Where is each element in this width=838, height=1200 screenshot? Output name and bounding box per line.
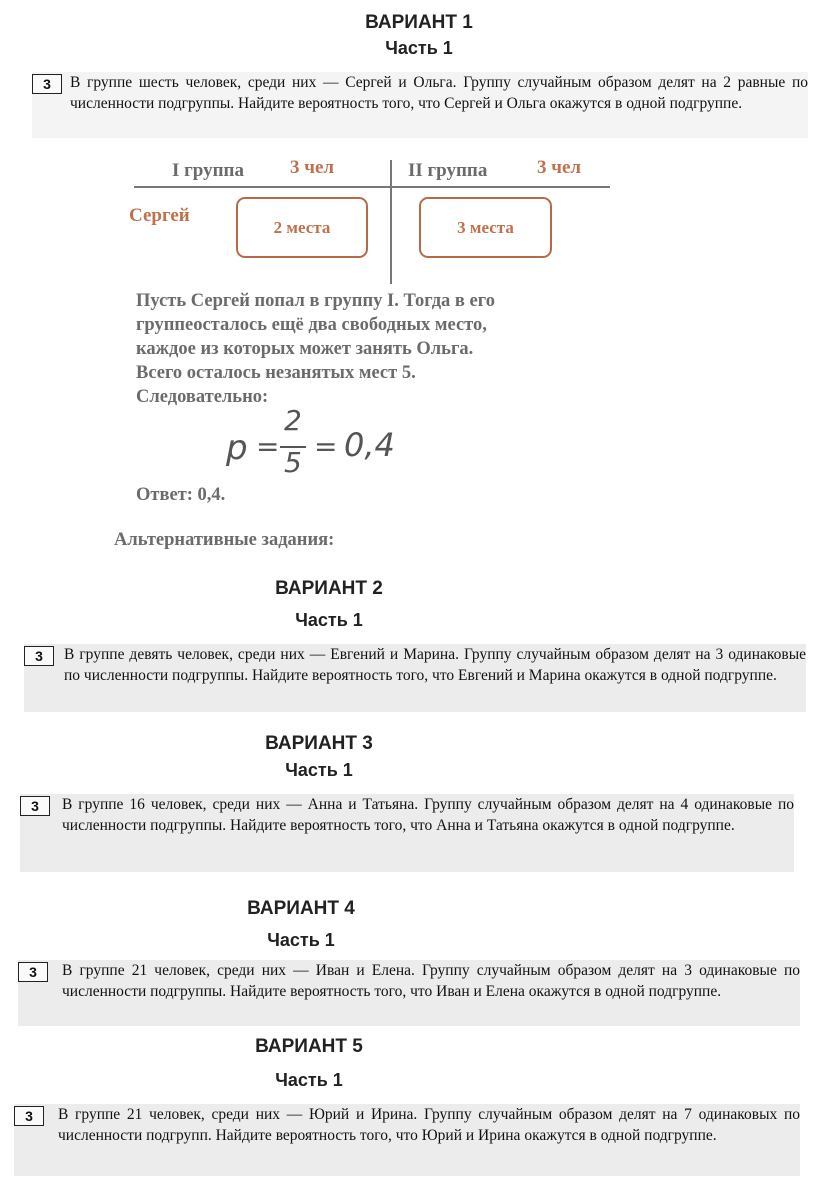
table-horizontal-line bbox=[134, 186, 610, 188]
variant-2-task bbox=[24, 644, 806, 712]
variant-5-part: Часть 1 bbox=[275, 1070, 343, 1090]
variant-3-task bbox=[20, 794, 794, 872]
task-text: В группе 21 человек, среди них — Иван и Елена. Группу случайным образом делят на 3 одинаковые по численности подгруппы. Найдите вероятность того, что Иван и Елена окажутся в одной подгруппе. bbox=[62, 962, 800, 1000]
formula-equals: = bbox=[256, 430, 280, 463]
solution-line: Следовательно: bbox=[136, 387, 269, 407]
variant-5-title: ВАРИАНТ 5 bbox=[255, 1036, 363, 1057]
table-vertical-line bbox=[390, 160, 392, 284]
person-sergey: Сергей bbox=[129, 205, 190, 226]
solution-line: Всего осталось незанятых мест 5. bbox=[136, 363, 416, 383]
formula-equals-2: = bbox=[314, 430, 338, 463]
task-text: В группе девять человек, среди них — Евгений и Марина. Группу случайным образом делят на 3 одинаковые по численности подгруппы. Найдите вероятность того, что Евгений и Марина окажутся в одной подгруппе. bbox=[64, 646, 806, 684]
solution-line: группеосталось ещё два свободных место, bbox=[136, 315, 487, 335]
task-number-box: 3 bbox=[32, 74, 62, 94]
group-1-label: I группа bbox=[172, 160, 244, 181]
variant-2-part: Часть 1 bbox=[295, 610, 363, 630]
task-number-box: 3 bbox=[20, 796, 50, 816]
variant-5-task bbox=[14, 1104, 800, 1176]
solution-text bbox=[136, 289, 656, 409]
solution-line: каждое из которых может занять Ольга. bbox=[136, 339, 474, 359]
variant-1-part: Часть 1 bbox=[385, 38, 453, 58]
formula-numerator: 2 bbox=[284, 404, 302, 437]
variant-4-task bbox=[18, 960, 800, 1026]
task-number-box: 3 bbox=[18, 962, 48, 982]
group-2-count: 3 чел bbox=[537, 157, 582, 178]
variant-3-part: Часть 1 bbox=[285, 760, 353, 780]
formula-denominator: 5 bbox=[284, 446, 302, 479]
group-2-label: II группа bbox=[408, 160, 488, 181]
variant-4-part: Часть 1 bbox=[267, 930, 335, 950]
task-number-box: 3 bbox=[14, 1106, 44, 1126]
variant-4-title: ВАРИАНТ 4 bbox=[247, 898, 355, 919]
task-number-box: 3 bbox=[24, 646, 54, 666]
formula-result: 0,4 bbox=[344, 426, 395, 464]
formula-p: p bbox=[226, 428, 248, 468]
solution-line: Пусть Сергей попал в группу I. Тогда в его bbox=[136, 291, 495, 311]
task-text: В группе шесть человек, среди них — Сергей и Ольга. Группу случайным образом делят на 2 равные по численности подгруппы. Найдите вероятность того, что Сергей и Ольга окажутся в одной подгруппе. bbox=[70, 74, 808, 112]
variant-3-title: ВАРИАНТ 3 bbox=[265, 733, 373, 754]
answer: Ответ: 0,4. bbox=[136, 485, 226, 505]
variant-1-task bbox=[32, 72, 808, 138]
task-text: В группе 21 человек, среди них — Юрий и Ирина. Группу случайным образом делят на 7 одинаковых по численности подгрупп. Найдите вероятность того, что Юрий и Ирина окажутся в одной подгруппе. bbox=[58, 1106, 800, 1144]
group-1-count: 3 чел bbox=[290, 157, 335, 178]
variant-1-title: ВАРИАНТ 1 bbox=[365, 12, 473, 33]
alternatives-title: Альтернативные задания: bbox=[114, 530, 335, 550]
variant-2-title: ВАРИАНТ 2 bbox=[275, 578, 383, 599]
group-1-seats-box: 2 места bbox=[236, 197, 368, 258]
task-text: В группе 16 человек, среди них — Анна и Татьяна. Группу случайным образом делят на 4 одинаковые по численности подгруппы. Найдите вероятность того, что Анна и Татьяна окажутся в одной подгруппе. bbox=[62, 796, 794, 834]
group-2-seats-box: 3 места bbox=[419, 197, 552, 258]
handwritten-formula bbox=[222, 404, 442, 480]
